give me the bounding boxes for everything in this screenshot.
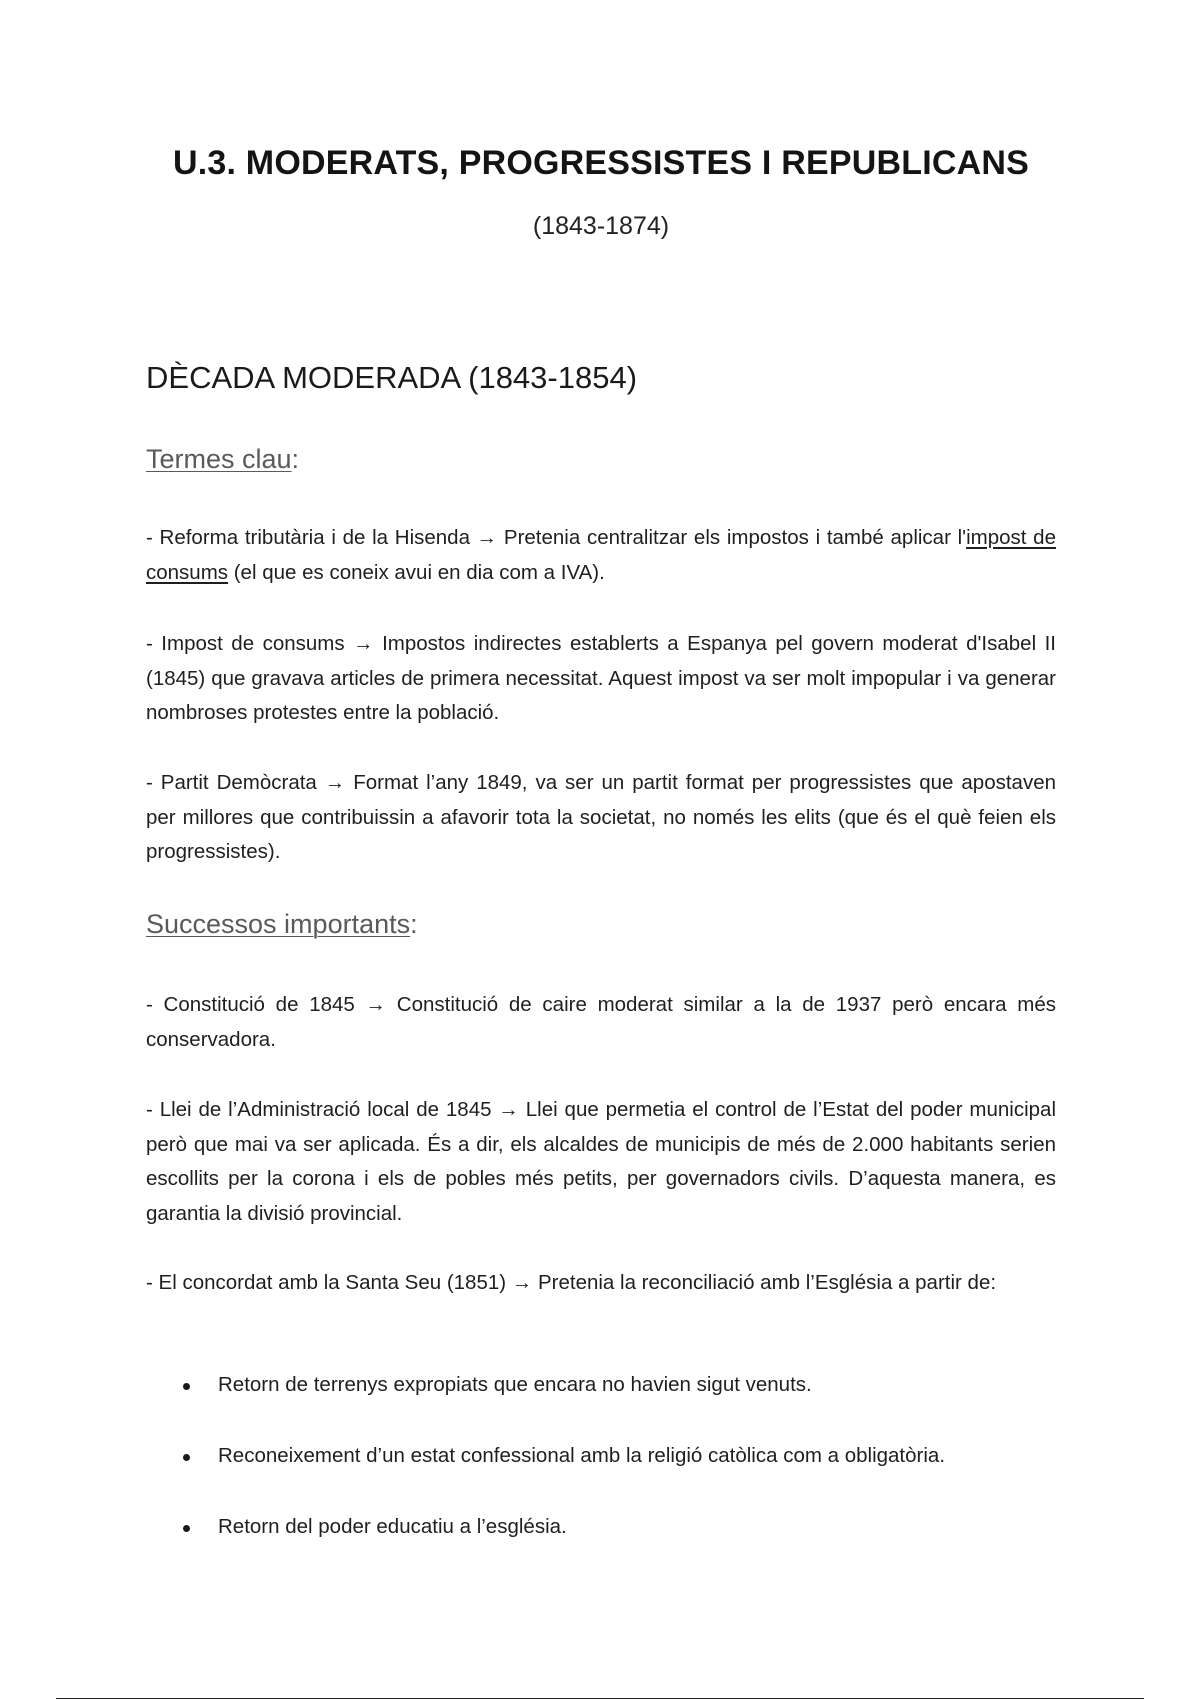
concordat-bullet-list — [146, 1368, 1056, 1581]
event-paragraph: - Llei de l’Administració local de 1845 → Llei que permetia el control de l’Estat del poder municipal però que mai va ser aplicada. És a dir, els alcaldes de municipis de més de 2.000 habitants serien escollits per la corona i els de pobles més petits, per governadors civils. D’aquesta manera, es garantia la divisió provincial. — [146, 1098, 1056, 1225]
list-item — [146, 1510, 1056, 1581]
key-terms-heading — [146, 444, 299, 475]
bullet-icon — [183, 1383, 190, 1390]
list-item-text: Retorn del poder educatiu a l’església. — [218, 1515, 567, 1538]
key-term-paragraph — [146, 521, 1056, 590]
key-terms-heading-text: Termes clau — [146, 444, 292, 474]
key-term-text-end: (el que es coneix avui en dia com a IVA). — [228, 560, 605, 584]
events-heading — [146, 909, 418, 940]
bullet-icon — [183, 1454, 190, 1461]
key-term-paragraph: - Impost de consums → Impostos indirectes establerts a Espanya pel govern moderat d'Isabel II (1845) que gravava articles de primera necessitat. Aquest impost va ser molt impopular i va generar nombroses protestes entre la població. — [146, 632, 1056, 724]
key-term-paragraph: - Partit Demòcrata → Format l’any 1849, va ser un partit format per progressistes que apostaven per millores que contribuissin a afavorir tota la societat, no només les elits (que és el què feien els progressistes). — [146, 771, 1056, 863]
bullet-icon — [183, 1525, 190, 1532]
events-heading-colon: : — [410, 909, 418, 939]
key-term-underlined-text: impost de consums — [146, 526, 1056, 584]
section-heading: DÈCADA MODERADA (1843-1854) — [146, 360, 638, 395]
page-title: U.3. MODERATS, PROGRESSISTES I REPUBLICANS — [173, 144, 1029, 182]
key-term-text: - Reforma tributària i de la Hisenda → Pretenia centralitzar els impostos i també aplicar l' — [146, 526, 967, 549]
list-item — [146, 1368, 1056, 1439]
event-paragraph: - El concordat amb la Santa Seu (1851) → Pretenia la reconciliació amb l’Església a partir de: — [146, 1271, 997, 1294]
list-item-text: Reconeixement d’un estat confessional amb la religió catòlica com a obligatòria. — [218, 1444, 946, 1467]
page-subtitle-dates: (1843-1874) — [532, 212, 670, 240]
list-item-text: Retorn de terrenys expropiats que encara no havien sigut venuts. — [218, 1373, 812, 1396]
list-item — [146, 1439, 1056, 1510]
key-terms-heading-colon: : — [291, 444, 300, 474]
page-bottom-divider — [56, 1698, 1144, 1699]
events-heading-text: Successos importants — [146, 909, 411, 939]
event-paragraph: - Constitució de 1845 → Constitució de caire moderat similar a la de 1937 però encara més conservadora. — [146, 993, 1056, 1051]
